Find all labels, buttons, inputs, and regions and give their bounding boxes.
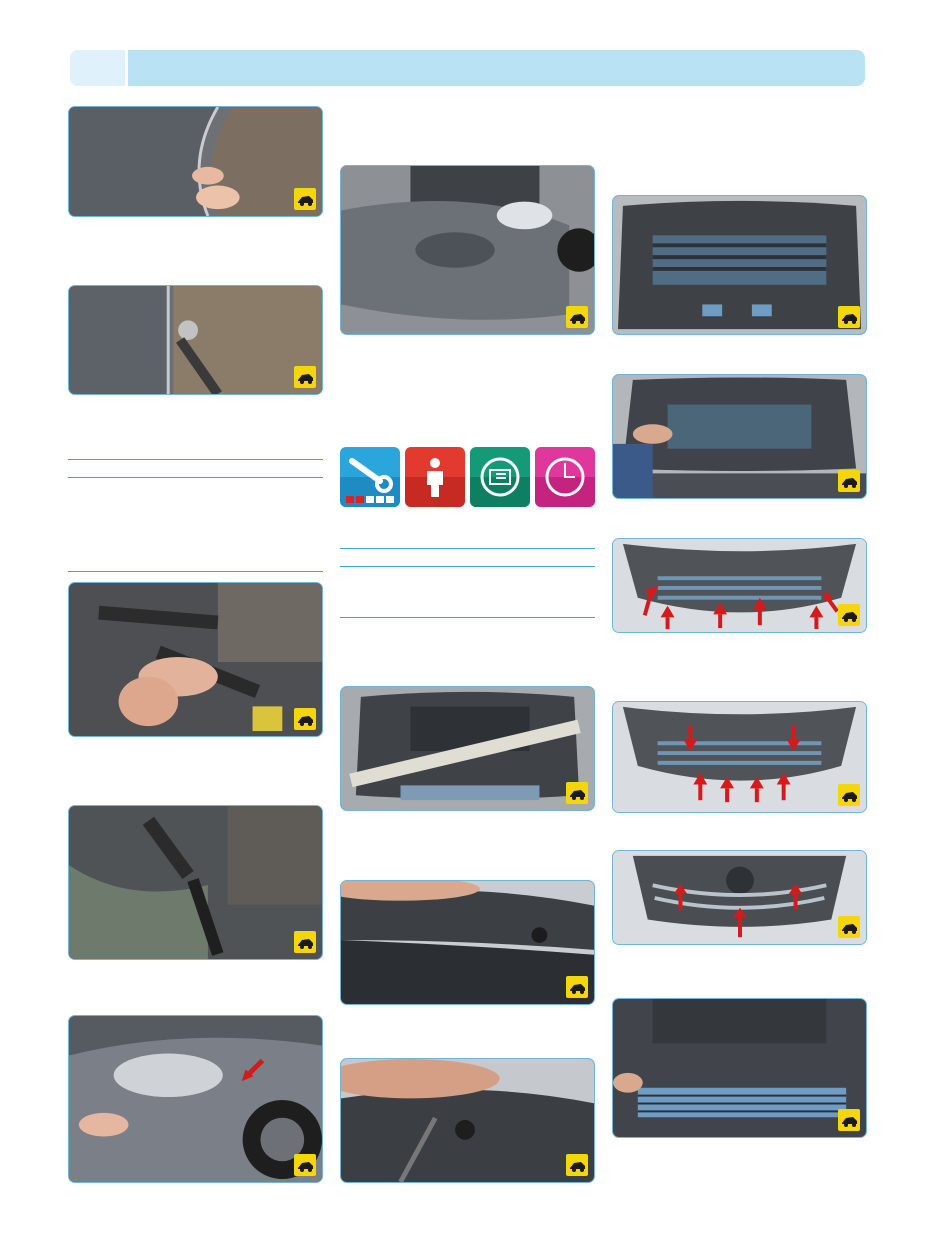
photo-grille-front-latches — [612, 850, 867, 945]
photo-fender-bolt-wrench — [68, 285, 323, 395]
section-rule — [340, 617, 595, 618]
clock-icon — [535, 447, 595, 507]
photo-grille-latches-1 — [612, 538, 867, 633]
photo-fog-lamp-connector — [68, 805, 323, 960]
photo-washer-hose-disconnect — [68, 582, 323, 737]
photo-grille-inner-view-2 — [612, 374, 867, 499]
photo-bumper-removed-front — [340, 165, 595, 335]
car-logo-icon — [566, 306, 588, 328]
section-rule — [340, 548, 595, 549]
section-rule — [68, 571, 323, 572]
car-logo-icon — [838, 470, 860, 492]
photo-bumper-side-clip — [68, 1015, 323, 1183]
car-logo-icon — [838, 604, 860, 626]
car-logo-icon — [566, 782, 588, 804]
photo-lower-grille-removal — [612, 998, 867, 1138]
section-rule — [68, 459, 323, 460]
photo-bumper-top-screwdriver — [340, 1058, 595, 1183]
photo-grille-inner-view-1 — [612, 195, 867, 335]
section-rule — [68, 477, 323, 478]
car-logo-icon — [838, 916, 860, 938]
car-logo-icon — [838, 1109, 860, 1131]
photo-bumper-top-edge-clip — [340, 880, 595, 1005]
section-rule — [340, 566, 595, 567]
car-logo-icon — [566, 1154, 588, 1176]
photo-fender-screw-removal — [68, 106, 323, 217]
car-logo-icon — [294, 708, 316, 730]
car-logo-icon — [838, 784, 860, 806]
page-header-band — [70, 50, 865, 86]
car-logo-icon — [294, 1154, 316, 1176]
car-logo-icon — [294, 366, 316, 388]
car-logo-icon — [566, 976, 588, 998]
car-logo-icon — [294, 188, 316, 210]
photo-bumper-reinforcement-bar — [340, 686, 595, 811]
car-logo-icon — [294, 931, 316, 953]
photo-grille-latches-2 — [612, 701, 867, 813]
car-logo-icon — [838, 306, 860, 328]
wrench-icon — [340, 447, 400, 507]
person-icon — [405, 447, 465, 507]
page-number-tab — [70, 50, 128, 86]
service-manual-icon — [470, 447, 530, 507]
